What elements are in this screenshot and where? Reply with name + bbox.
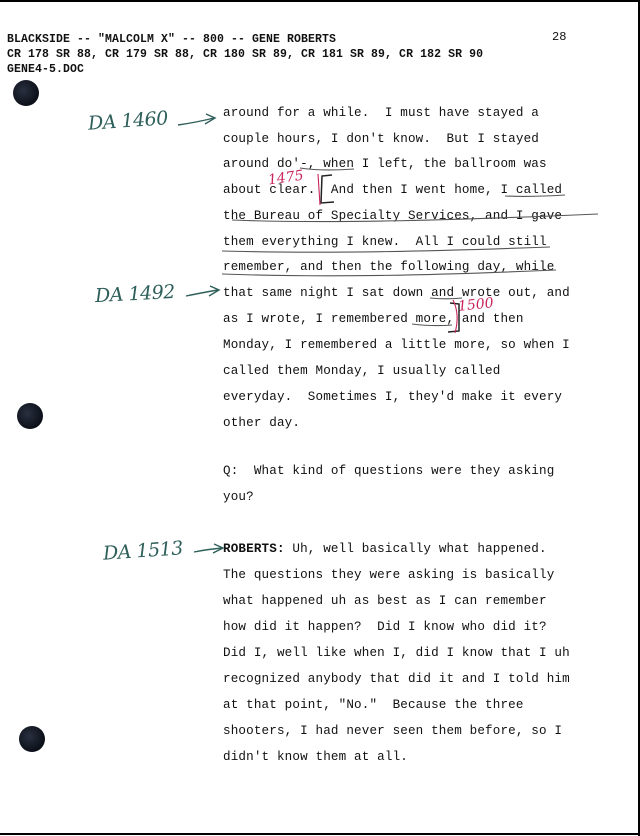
- underline-mark: [505, 195, 565, 196]
- pink-mark-1500: [453, 300, 457, 333]
- answer-line: didn't know them at all.: [223, 750, 408, 764]
- answer-line: shooters, I had never seen them before, so I: [223, 724, 563, 738]
- page-number: 28: [552, 30, 567, 44]
- answer-text: Uh, well basically what happened.: [284, 542, 547, 556]
- transcript-line: around do'-, when I left, the ballroom was: [223, 157, 547, 171]
- doc-header-filename: GENE4-5.DOC: [7, 63, 85, 76]
- doc-header-references: CR 178 SR 88, CR 179 SR 88, CR 180 SR 89, CR 181 SR 89, CR 182 SR 90: [7, 48, 484, 61]
- doc-header-title: BLACKSIDE -- "MALCOLM X" -- 800 -- GENE ROBERTS: [7, 33, 337, 46]
- underline-mark: [430, 298, 462, 299]
- transcript-line: about clear. And then I went home, I called: [223, 183, 563, 197]
- pink-mark-1475: [318, 174, 320, 205]
- inline-annotation-1500: 1500: [457, 295, 495, 315]
- underline-mark: [412, 324, 452, 326]
- transcript-line: everyday. Sometimes I, they'd make it every: [223, 390, 563, 404]
- transcript-line: around for a while. I must have stayed a: [223, 106, 540, 120]
- transcript-line: them everything I knew. All I could still: [223, 235, 547, 249]
- transcript-line: called them Monday, I usually called: [223, 364, 501, 378]
- margin-annotation-da1513: DA 1513: [102, 537, 184, 565]
- underline-mark: [232, 214, 598, 222]
- answer-line: at that point, "No." Because the three: [223, 698, 524, 712]
- bracket-mark-1475: [321, 175, 334, 203]
- underline-mark: [300, 168, 354, 170]
- margin-arrow-1: [178, 114, 215, 125]
- answer-line: The questions they were asking is basically: [223, 568, 555, 582]
- answer-line: recognized anybody that did it and I told him: [223, 672, 570, 686]
- answer-line: what happened uh as best as I can remember: [223, 594, 547, 608]
- question-line: you?: [223, 490, 254, 504]
- transcript-line: the Bureau of Specialty Services, and I gave: [223, 209, 563, 223]
- underline-mark: [222, 247, 550, 252]
- margin-arrow-3: [194, 544, 223, 553]
- transcript-line: that same night I sat down and wrote out, and: [223, 286, 570, 300]
- answer-line: Did I, well like when I, did I know that I uh: [223, 646, 570, 660]
- margin-annotation-da1492: DA 1492: [94, 280, 176, 308]
- speaker-label: ROBERTS:: [223, 542, 285, 556]
- margin-arrow-2: [186, 286, 219, 296]
- transcript-line: couple hours, I don't know. But I stayed: [223, 132, 540, 146]
- answer-line: how did it happen? Did I know who did it?: [223, 620, 547, 634]
- transcript-line: remember, and then the following day, while: [223, 260, 555, 274]
- underline-mark: [222, 270, 556, 276]
- question-line: Q: What kind of questions were they asking: [223, 464, 555, 478]
- transcript-line: Monday, I remembered a little more, so when I: [223, 338, 570, 352]
- margin-annotation-da1460: DA 1460: [87, 107, 169, 135]
- inline-annotation-1475: 1475: [267, 167, 305, 189]
- transcript-line: other day.: [223, 416, 301, 430]
- transcript-line: as I wrote, I remembered more, and then: [223, 312, 524, 326]
